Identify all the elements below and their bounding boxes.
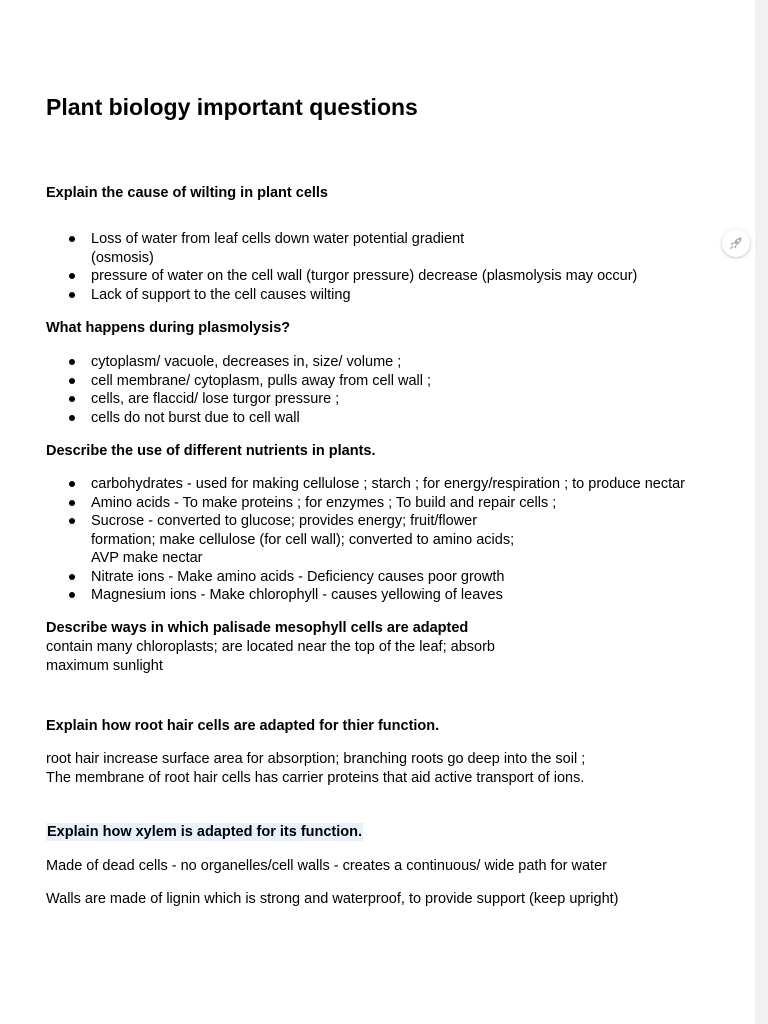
root-hair-text: root hair increase surface area for absorption; branching roots go deep into the soil ; The membrane of root hair cells has carrier proteins that aid active transport of ions. (46, 751, 586, 786)
list-item: Magnesium ions - Make chlorophyll - causes yellowing of leaves (0, 586, 685, 605)
heading-plasmolysis: What happens during plasmolysis? (46, 320, 291, 336)
list-item: Nitrate ions - Make amino acids - Deficiency causes poor growth (0, 568, 685, 587)
bullet-icon (69, 236, 75, 242)
bullet-icon (69, 481, 75, 487)
xylem-text-1: Made of dead cells - no organelles/cell walls - creates a continuous/ wide path for water (46, 858, 607, 874)
bullet-icon (69, 518, 75, 524)
heading-nutrients: Describe the use of different nutrients in plants. (46, 443, 376, 459)
rocket-button[interactable] (722, 229, 750, 257)
rocket-icon (728, 235, 744, 251)
list-item: carbohydrates - used for making cellulose ; starch ; for energy/respiration ; to produce nectar (0, 475, 685, 494)
plasmolysis-list (0, 353, 431, 427)
list-item: Sucrose - converted to glucose; provides energy; fruit/flower formation; make cellulose (for cell wall); converted to amino acids; AVP make nectar (0, 512, 685, 568)
list-item: cells, are flaccid/ lose turgor pressure ; (0, 390, 431, 409)
list-item: Amino acids - To make proteins ; for enzymes ; To build and repair cells ; (0, 494, 685, 513)
heading-palisade: Describe ways in which palisade mesophyll cells are adapted (46, 620, 469, 636)
bullet-icon (69, 378, 75, 384)
heading-wilting: Explain the cause of wilting in plant cells (46, 185, 328, 201)
bullet-icon (69, 500, 75, 506)
heading-xylem (46, 823, 363, 841)
bullet-icon (69, 273, 75, 279)
list-item: cells do not burst due to cell wall (0, 409, 431, 428)
scrollbar-track[interactable] (755, 0, 768, 1024)
text-highlight: Explain how xylem is adapted for its function. (47, 824, 363, 840)
bullet-icon (69, 574, 75, 580)
palisade-text: contain many chloroplasts; are located near the top of the leaf; absorb maximum sunlight (46, 639, 495, 674)
list-item: cytoplasm/ vacuole, decreases in, size/ volume ; (0, 353, 431, 372)
list-item: cell membrane/ cytoplasm, pulls away from cell wall ; (0, 372, 431, 391)
bullet-icon (69, 592, 75, 598)
bullet-icon (69, 396, 75, 402)
bullet-icon (69, 292, 75, 298)
bullet-icon (69, 359, 75, 365)
bullet-icon (69, 415, 75, 421)
list-item: pressure of water on the cell wall (turgor pressure) decrease (plasmolysis may occur) (0, 267, 637, 286)
list-item: Loss of water from leaf cells down water potential gradient (osmosis) (0, 230, 637, 267)
list-item: Lack of support to the cell causes wilting (0, 286, 637, 305)
nutrients-list (0, 475, 685, 605)
heading-root-hair: Explain how root hair cells are adapted for thier function. (46, 718, 440, 734)
wilting-list (0, 230, 637, 304)
xylem-text-2: Walls are made of lignin which is strong and waterproof, to provide support (keep upright) (46, 891, 619, 907)
document-title: Plant biology important questions (46, 94, 418, 120)
